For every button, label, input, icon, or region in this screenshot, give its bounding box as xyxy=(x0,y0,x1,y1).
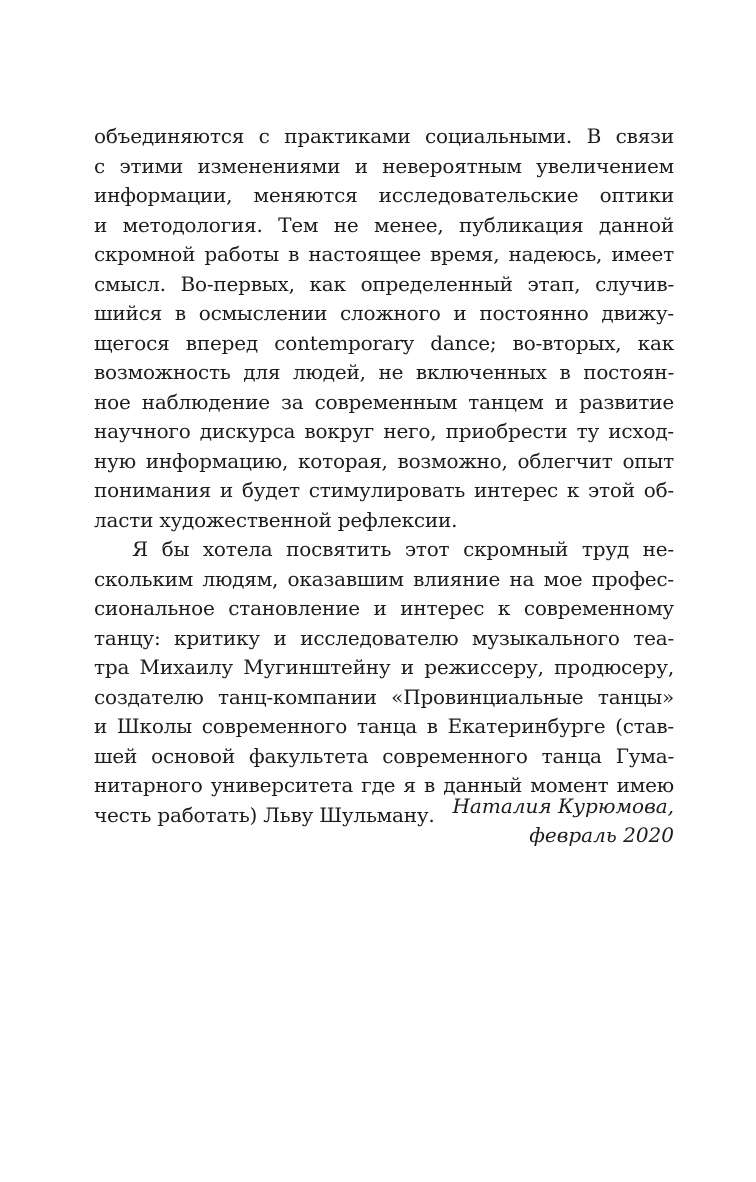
text-line: возможность для людей, не включенных в постоян- xyxy=(94,360,674,384)
text-line: скольким людям, оказавшим влияние на мое профес- xyxy=(94,566,674,591)
text-line: информации, меняются исследовательские оптики xyxy=(94,183,674,207)
text-line: нитарного университета где я в данный момент имею xyxy=(94,773,674,797)
text-line: честь работать) Льву Шульману. xyxy=(94,802,435,827)
text-line: смысл. Во-первых, как определенный этап, случив- xyxy=(94,271,674,296)
text-line: создателю танц-компании «Провинциальные танцы» xyxy=(94,684,674,709)
text-line: Я бы хотела посвятить этот скромный труд не- xyxy=(132,537,674,561)
text-line: научного дискурса вокруг него, приобрести ту исход- xyxy=(94,419,674,443)
text-line: ласти художественной рефлексии. xyxy=(94,507,458,532)
text-line: ную информацию, которая, возможно, облегчит опыт xyxy=(94,448,674,473)
text-line: ное наблюдение за современным танцем и развитие xyxy=(94,389,674,414)
paragraph-2 xyxy=(94,535,674,830)
text-line: шей основой факультета современного танца Гума- xyxy=(94,743,674,768)
text-line: и Школы современного танца в Екатеринбурге (став- xyxy=(94,714,674,738)
text-line: тра Михаилу Мугинштейну и режиссеру, продюсеру, xyxy=(94,655,674,679)
text-line: и методология. Тем не менее, публикация данной xyxy=(94,212,674,237)
text-line: с этими изменениями и невероятным увеличением xyxy=(94,153,674,178)
body-text xyxy=(94,122,674,830)
text-line: щегося вперед contemporary dance; во-вторых, как xyxy=(94,330,674,355)
text-line: объединяются с практиками социальными. В связи xyxy=(94,124,674,148)
text-line: скромной работы в настоящее время, надеюсь, имеет xyxy=(94,242,674,266)
paragraph-1 xyxy=(94,122,674,535)
signature-author: Наталия Курюмова, xyxy=(452,794,674,818)
text-line: танцу: критику и исследователю музыкального теа- xyxy=(94,625,674,650)
text-line: понимания и будет стимулировать интерес к этой об- xyxy=(94,478,674,502)
signature xyxy=(452,792,674,850)
text-line: сиональное становление и интерес к современному xyxy=(94,596,674,620)
text-line: шийся в осмыслении сложного и постоянно движу- xyxy=(94,301,674,325)
signature-date: февраль 2020 xyxy=(529,823,674,847)
